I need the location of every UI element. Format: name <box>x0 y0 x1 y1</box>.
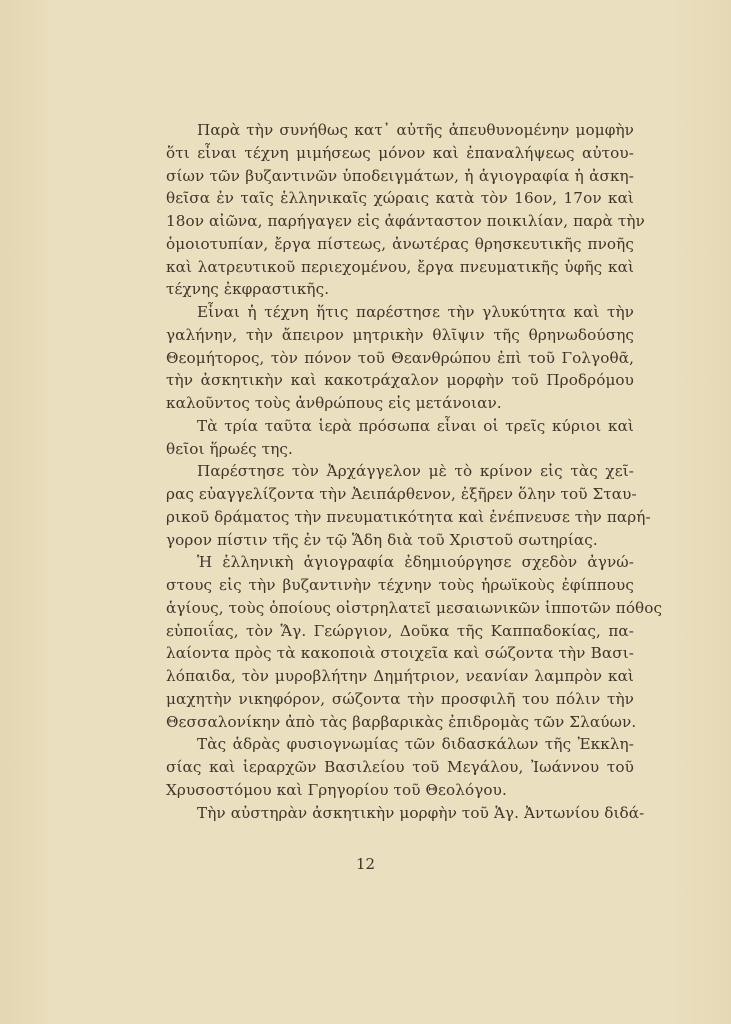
text-line: Θεσσαλονίκην ἀπὸ τὰς βαρβαρικὰς ἐπιδρομὰς τῶν Σλαύων. <box>166 712 637 731</box>
text-line: Χρυσοστόμου καὶ Γρηγορίου τοῦ Θεολόγου. <box>166 780 507 799</box>
paragraph <box>166 119 645 301</box>
text-line: θεῖοι ἥρωές της. <box>166 439 293 458</box>
paragraph <box>166 733 634 801</box>
text-line: ρας εὐαγγελίζοντα τὴν Ἀειπάρθενον, ἐξῆρεν ὅλην τοῦ Σταυ- <box>166 485 637 503</box>
text-line: σίας καὶ ἱεραρχῶν Βασιλείου τοῦ Μεγάλου, Ἰωάννου τοῦ <box>166 758 634 776</box>
text-line: καλοῦντος τοὺς ἀνθρώπους εἰς μετάνοιαν. <box>166 394 502 412</box>
text-line: 18ον αἰῶνα, παρήγαγεν εἰς ἀφάνταστον ποικιλίαν, παρὰ τὴν <box>166 212 645 230</box>
paragraph <box>166 415 634 461</box>
text-line: ἁγίους, τοὺς ὁποίους οἰστρηλατεῖ μεσαιωνικῶν ἱπποτῶν πόθος <box>166 598 663 617</box>
text-line: γορον πίστιν τῆς ἐν τῷ Ἅδη διὰ τοῦ Χριστοῦ σωτηρίας. <box>166 530 598 549</box>
text-line: ὁμοιοτυπίαν, ἔργα πίστεως, ἀνωτέρας θρησκευτικῆς πνοῆς <box>166 234 634 253</box>
paragraph <box>166 301 634 415</box>
text-line: τὴν ἀσκητικὴν καὶ κακοτράχαλον μορφὴν τοῦ Προδρόμου <box>166 371 634 390</box>
text-line: τέχνης ἐκφραστικῆς. <box>166 280 330 299</box>
text-line: θεῖσα ἐν ταῖς ἑλληνικαῖς χώραις κατὰ τὸν 16ον, 17ον καὶ <box>166 189 634 208</box>
paragraph <box>166 460 651 551</box>
text-line: στους εἰς τὴν βυζαντινὴν τέχνην τοὺς ἡρωϊκοὺς ἐφίππους <box>166 576 634 594</box>
text-line: λόπαιδα, τὸν μυροβλήτην Δημήτριον, νεανίαν λαμπρὸν καὶ <box>166 667 634 685</box>
text-line: Ἡ ἑλληνικὴ ἁγιογραφία ἐδημιούργησε σχεδὸν ἀγνώ- <box>197 553 634 572</box>
paragraph <box>166 802 645 825</box>
text-line: μαχητὴν νικηφόρον, σώζοντα τὴν προσφιλῆ του πόλιν τὴν <box>166 689 634 708</box>
text-line: ρικοῦ δράματος τὴν πνευματικότητα καὶ ἐνέπνευσε τὴν παρή- <box>166 507 651 526</box>
text-line: Τὰ τρία ταῦτα ἱερὰ πρόσωπα εἶναι οἱ τρεῖς κύριοι καὶ <box>197 416 634 435</box>
text-line: λαίοντα πρὸς τὰ κακοποιὰ στοιχεῖα καὶ σώζοντα τὴν Βασι- <box>166 644 634 663</box>
text-line: ὅτι εἶναι τέχνη μιμήσεως μόνον καὶ ἐπαναλήψεως αὐτου- <box>166 143 634 162</box>
text-line: Θεομήτορος, τὸν πόνον τοῦ Θεανθρώπου ἐπὶ τοῦ Γολγοθᾶ, <box>166 348 634 367</box>
text-line: σίων τῶν βυζαντινῶν ὑποδειγμάτων, ἡ ἁγιογραφία ἡ ἀσκη- <box>166 166 634 185</box>
text-line: καὶ λατρευτικοῦ περιεχομένου, ἔργα πνευματικῆς ὑφῆς καὶ <box>166 257 634 276</box>
page-number: 12 <box>355 855 376 873</box>
text-line: Παρὰ τὴν συνήθως κατ᾽ αὐτῆς ἀπευθυνομένην μομφὴν <box>197 121 634 139</box>
body-text <box>166 119 663 824</box>
text-line: Παρέστησε τὸν Ἀρχάγγελον μὲ τὸ κρίνον εἰς τὰς χεῖ- <box>197 462 634 481</box>
text-line: γαλήνην, τὴν ἄπειρον μητρικὴν θλῖψιν τῆς θρηνωδούσης <box>166 325 634 344</box>
text-line: Τὰς ἁδρὰς φυσιογνωμίας τῶν διδασκάλων τῆς Ἐκκλη- <box>197 735 634 754</box>
text-line: Τὴν αὐστηρὰν ἀσκητικὴν μορφὴν τοῦ Ἁγ. Ἀντωνίου διδά- <box>197 803 645 822</box>
paragraph <box>166 551 663 733</box>
text-line: Εἶναι ἡ τέχνη ἥτις παρέστησε τὴν γλυκύτητα καὶ τὴν <box>197 303 634 321</box>
text-line: εὐποιΐας, τὸν Ἅγ. Γεώργιον, Δοῦκα τῆς Καππαδοκίας, πα- <box>166 621 634 640</box>
